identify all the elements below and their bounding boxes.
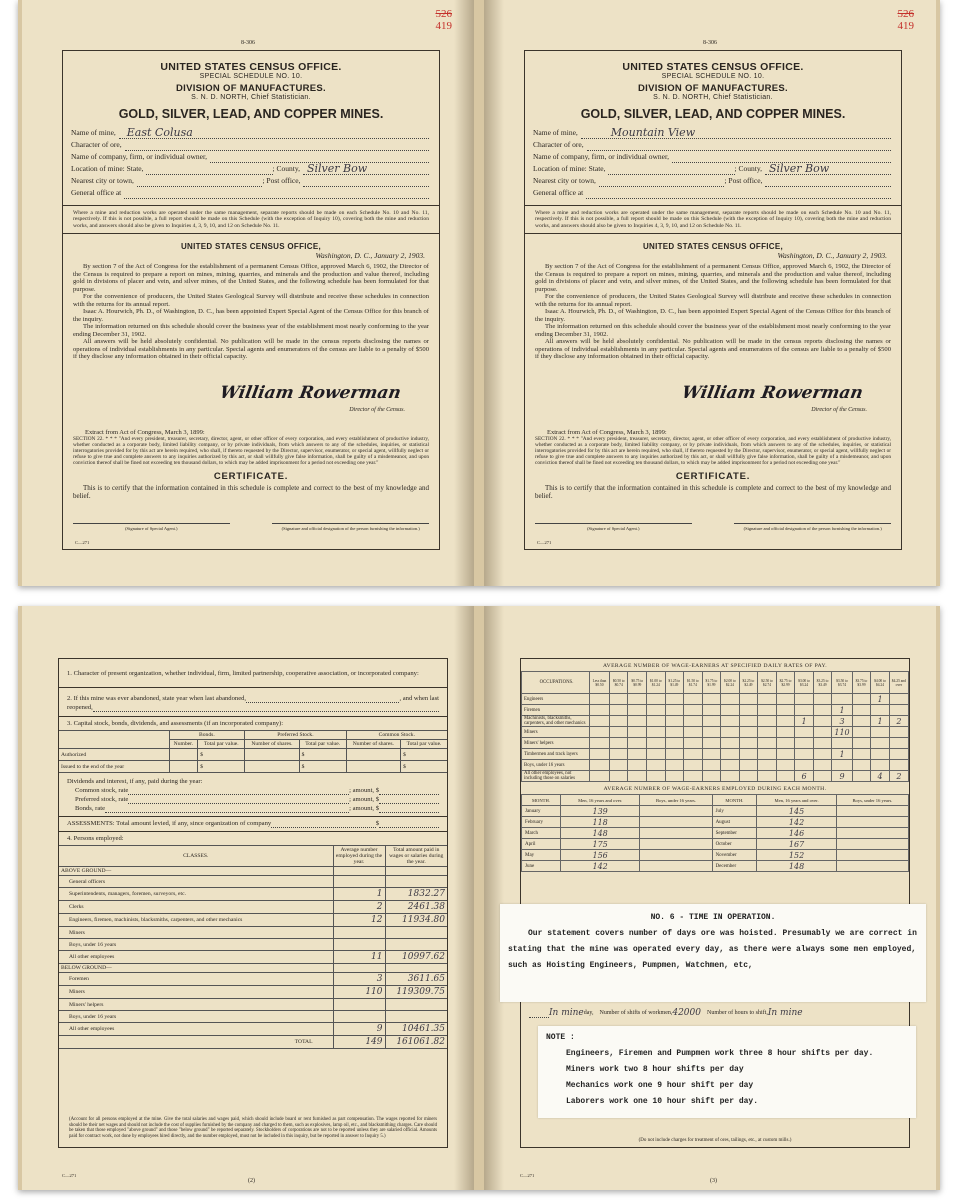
certificate-heading: CERTIFICATE.: [213, 471, 289, 482]
office-heading: UNITED STATES CENSUS OFFICE,: [180, 242, 322, 252]
field-character-of-ore: Character of ore,: [533, 139, 891, 151]
occupation-row: [522, 738, 909, 749]
employee-count: 11: [333, 951, 385, 964]
rate-column-header: $3.00 to $3.24: [795, 672, 814, 694]
month-men: 152: [757, 850, 837, 861]
paste-note-line: Mechanics work one 9 hour shift per day: [566, 1081, 754, 1090]
employee-row: [59, 901, 447, 914]
employee-row: [59, 914, 447, 927]
cap-row-authorized: Authorized: [59, 749, 169, 761]
month-men: 148: [560, 828, 640, 839]
above-ground-label: ABOVE GROUND—: [59, 867, 333, 876]
capital-stock-table: Bonds. Preferred Stock. Common Stock. Number. Total par value. Number of shares. Total par value. Number of shares. Total par value. Authorized $ $ $ Issued to the end of the year $ $ $: [59, 730, 447, 773]
rate-column-header: $4.00 to $4.24: [871, 672, 890, 694]
form-title: GOLD, SILVER, LEAD, AND COPPER MINES.: [118, 107, 384, 121]
total-count: 149: [333, 1036, 385, 1049]
monthly-employment-table: [521, 794, 909, 872]
division-title: DIVISION OF MANUFACTURES.: [175, 83, 326, 94]
rate-column-header: Less than $0.50: [590, 672, 610, 694]
shifts-row: In mine day, Number of shifts of workmen, 42000 Number of hours to shift, In mine: [529, 1009, 901, 1018]
field-character-of-ore: Character of ore,: [71, 139, 429, 151]
employee-wages: [385, 999, 447, 1011]
employee-class: Engineers, firemen, machinists, blacksmiths, carpenters, and other mechanics: [59, 914, 333, 927]
rate-column-header: $3.25 to $3.49: [813, 672, 832, 694]
monthly-header: MONTH.: [712, 795, 757, 806]
employee-count: 110: [333, 986, 385, 999]
employee-count: 9: [333, 1023, 385, 1036]
wage-count: 2: [889, 716, 908, 727]
employee-wages: 10997.62: [385, 951, 447, 964]
below-ground-label: BELOW GROUND—: [59, 964, 333, 973]
employee-wages: [385, 876, 447, 888]
para-5: All answers will be held absolutely confidential. No publication will be made in the census reports disclosing the names or operations of individual establishments in any particular. Special agents and enumerators of the census are liable to a penalty of $500 if they disclose any information obtained in their official capacity.: [535, 338, 891, 361]
employee-class: All other employees: [59, 1023, 333, 1036]
employee-count: [333, 876, 385, 888]
director-title: Director of the Census.: [811, 407, 867, 413]
para-2: For the convenience of producers, the United States Geological Survey will distribute and receive these schedules in connection with the returns for its annual report.: [535, 293, 891, 308]
employees-footnote: (Account for all persons employed at the mine. Give the total salaries and wages paid, which should include board or rent furnished as part compensation. The wages reported for miners should be their net wages and should not include the cost of supplies furnished by the company and charged to them, such as explosives, lamp oil, etc., and blacksmithing charges. Care should be taken that those employed "above ground" and those "below ground" be reported separately. Stockholders of corporations are not to be reported unless they are salaried official. Amounts paid for contract work, not done by employees hired directly, and the number employed, must not be included in this inquiry, but be reported in answer to Inquiry 5.): [69, 1117, 437, 1139]
para-3: Isaac A. Hourwich, Ph. D., of Washington, D. C., has been appointed Expert Special Agent of the Census Office for this branch of the inquiry.: [535, 308, 891, 323]
employee-class: All other employees: [59, 951, 333, 964]
para-4: The information returned on this schedule should cover the business year of the establishment most nearly conforming to the year ending December 31, 1902.: [535, 323, 891, 338]
form-title: GOLD, SILVER, LEAD, AND COPPER MINES.: [580, 107, 846, 121]
rate-column-header: $2.00 to $2.24: [721, 672, 740, 694]
employee-class: Miners' helpers: [59, 999, 333, 1011]
field-general-office: General office at: [71, 187, 429, 199]
field-nearest-city: Nearest city or town, ; Post office,: [533, 175, 891, 187]
total-label: TOTAL: [59, 1036, 333, 1049]
occupation-name: All other employees, not including those on salaries: [522, 771, 590, 782]
occupation-row: [522, 727, 909, 738]
div-preferred: Preferred stock, rate ; amount, $: [75, 795, 439, 804]
wage-count: 6: [795, 771, 814, 782]
month-row: [522, 850, 909, 861]
rate-column-header: $2.75 to $2.99: [776, 672, 795, 694]
employee-row: [59, 876, 447, 888]
employee-count: [333, 1011, 385, 1023]
employee-wages: 10461.35: [385, 1023, 447, 1036]
month-name: February: [522, 817, 561, 828]
para-1: By section 7 of the Act of Congress for the establishment of a permanent Census Office, approved March 6, 1902, the Director of the Census is required to prepare a report on mines, mining, quarries, and minerals and the production and value thereof, including gold in divisions of placer and vein, and silver mines, of the United States, and the following schedule has been formulated for that purpose.: [535, 263, 891, 293]
schedule-note: Where a mine and reduction works are operated under the same management, separate reports should be made on each Schedule No. 10 and No. 11, respectively. If this is not possible, a full report should be made on this Schedule (with the exception of Inquiry 10), covering both the mine and reduction works, and answers should also be given to Inquiries 4, 3, 9, 10, and 12 on Schedule No. 11.: [73, 210, 429, 229]
employee-row: [59, 986, 447, 999]
month-row: [522, 861, 909, 872]
month-men: 148: [757, 861, 837, 872]
paste-text: Our statement covers number of days ore was hoisted. Presumably we are correct in stating that the mine was operated every day, as there were always some men employed, such as Hoisting Engineers, Pumpmen, Watchmen, etc,: [508, 929, 917, 970]
office-title: UNITED STATES CENSUS OFFICE.: [160, 61, 342, 73]
wage-count: 1: [832, 705, 852, 716]
monthly-header: MONTH.: [522, 795, 561, 806]
wage-table-title: AVERAGE NUMBER OF WAGE-EARNERS AT SPECIFIED DAILY RATES OF PAY.: [602, 663, 828, 669]
occupation-row: [522, 760, 909, 771]
form-code: C—271: [75, 540, 90, 545]
rate-column-header: $4.25 and over: [889, 672, 908, 694]
wage-count: 2: [889, 771, 908, 782]
pasted-note-time-in-operation: [500, 904, 926, 1002]
date-line: Washington, D. C., January 2, 1903.: [777, 251, 887, 261]
paste-note-line: Miners work two 8 hour shifts per day: [566, 1065, 744, 1074]
chief-statistician: S. N. D. NORTH, Chief Statistician.: [191, 94, 311, 101]
month-name: July: [712, 806, 757, 817]
schedule-frame: [62, 50, 440, 550]
wage-count: 110: [832, 727, 852, 738]
occupation-name: Timbermen and track layers: [522, 749, 590, 760]
employee-count: 3: [333, 973, 385, 986]
page-number: (3): [710, 1178, 717, 1184]
month-men: 145: [757, 806, 837, 817]
extract-text: SECTION 22. * * * "And every president, treasurer, secretary, director, agent, or other officer of every corporation, and every establishment of productive industry, whether conducted as a corporate body, limited liability company, or by private individuals, from which answers to any of the schedules, inquiries, or statistical interrogatories provided for by this act are herein required, who shall, if thereto requested by the Director, supervisor, enumerator, or special agent, willfully neglect or refuse to give true and complete answers to any inquiries authorized by this act, or shall willfully give false information, shall be guilty of a misdemeanor, and upon conviction thereof shall be fined not exceeding ten thousand dollars, to which may be added imprisonment for a period not exceeding one year.": [535, 436, 891, 466]
field-location: Location of mine: State, ; County, Silver Bow: [533, 163, 891, 175]
page-3-footer: (Do not include charges for treatment of ores, tailings, etc., at custom mills.): [638, 1138, 792, 1143]
monthly-header: Boys, under 16 years.: [836, 795, 908, 806]
occupation-row: [522, 771, 909, 782]
dividends-label: Dividends and interest, if any, paid during the year:: [67, 778, 203, 785]
employee-wages: 1832.27: [385, 888, 447, 901]
wage-count: 9: [832, 771, 852, 782]
monthly-header: Men, 16 years and over.: [757, 795, 837, 806]
occupations-header: OCCUPATIONS.: [522, 672, 590, 694]
page-2-frame: 1. Character of present organization, whether individual, firm, limited partnership, cooperative association, or incorporated company: 2. If this mine was ever abandoned, state year when last abandoned, , and when last reopened, 3. Capital stock, bonds, dividends, and assessments (if an incorporated company): Bonds. Preferred Stock. Common Stock. Number. Total par value. Number of shares. Total par value. Number of shares. Total par value. Authorized $ $ $ Issued to the end of the year $ $ $ Dividends and interest, if any, paid during the year: Common stock, rate ; amount, $ Preferred stock, rate ; amount, $ Bonds, rate ; amount, $ ASSESSMENTS: Total amount levied, if any, since organization of company $ 4. Persons employed: CLASSES. Average number employed during the year. Total amount paid in wages or salaries during the year. ABOVE GROUND— General officers Superintendents, managers, foremen, surveyors, etc. 1 1832.27 Clerks 2 2461.38 Engineers, firemen, machinists, blacksmiths, carpenters, and other mechanics 12 11934.80 Miners Boys, under 16 years All other employees 11 10997.62 BELOW GROUND— Foremen 3 3611.65 Miners 110 119309.75 Miners' helpers Boys, under 16 years All other employees 9 10461.35 TOTAL 149 161061.82 (Account for all persons employed at the mine. Give the total salaries and wages paid, which should include board or rent furnished as part compensation. The wages reported for miners should be their net wages and should not include the cost of supplies furnished by the company and charged to them, such as explosives, lamp oil, etc., and blacksmithing charges. Care should be taken that those employed "above ground" and those "below ground" be reported separately. Stockholders of corporations are not to be reported unless they are salaried official. Amounts paid for contract work, not done by employees hired directly, and the number employed, must not be included in this inquiry, but be reported in answer to Inquiry 5.): [58, 658, 448, 1148]
form-number: 8-306: [241, 40, 255, 46]
para-1: By section 7 of the Act of Congress for the establishment of a permanent Census Office, approved March 6, 1902, the Director of the Census is required to prepare a report on mines, mining, quarries, and minerals and the production and value thereof, including gold in divisions of placer and vein, and silver mines, of the United States, and the following schedule has been formulated for that purpose.: [73, 263, 429, 293]
red-page-number: 526 419: [435, 8, 452, 32]
employee-wages: 119309.75: [385, 986, 447, 999]
form-code: C—271: [520, 1173, 535, 1178]
employee-class: Boys, under 16 years: [59, 939, 333, 951]
monthly-header: Men, 16 years and over.: [560, 795, 640, 806]
occupation-name: Boys, under 16 years: [522, 760, 590, 771]
month-name: October: [712, 839, 757, 850]
schedule-note: Where a mine and reduction works are operated under the same management, separate reports should be made on each Schedule No. 10 and No. 11, respectively. If this is not possible, a full report should be made on this Schedule (with the exception of Inquiry 10), covering both the mine and reduction works, and answers should also be given to Inquiries 4, 3, 9, 10, and 12 on Schedule No. 11.: [535, 210, 891, 229]
form-code: C—271: [62, 1173, 77, 1178]
top-spread: [18, 0, 940, 586]
month-row: [522, 828, 909, 839]
paste-note-heading: NOTE :: [546, 1033, 575, 1042]
extract-text: SECTION 22. * * * "And every president, treasurer, secretary, director, agent, or other officer of every corporation, and every establishment of productive industry, whether conducted as a corporate body, limited liability company, or by private individuals, from which answers to any of the schedules, inquiries, or statistical interrogatories provided for by this act are herein required, who shall, if thereto requested by the Director, supervisor, enumerator, or special agent, willfully neglect or refuse to give true and complete answers to any inquiries authorized by this act, or shall willfully give false information, shall be guilty of a misdemeanor, and upon conviction thereof shall be fined not exceeding ten thousand dollars, to which may be added imprisonment for a period not exceeding one year.": [73, 436, 429, 466]
rate-column-header: $1.00 to $1.24: [647, 672, 666, 694]
employee-count: [333, 999, 385, 1011]
cap-row-issued: Issued to the end of the year: [59, 761, 169, 773]
employee-class: Miners: [59, 927, 333, 939]
occupation-name: Engineers: [522, 694, 590, 705]
month-row: [522, 806, 909, 817]
month-men: 118: [560, 817, 640, 828]
rate-column-header: $3.50 to $3.74: [832, 672, 852, 694]
occupation-row: [522, 705, 909, 716]
employee-class: General officers: [59, 876, 333, 888]
month-men: 167: [757, 839, 837, 850]
q2-abandoned: 2. If this mine was ever abandoned, state year when last abandoned, , and when last: [67, 695, 439, 702]
employee-class: Clerks: [59, 901, 333, 914]
extract-title: Extract from Act of Congress, March 3, 1899:: [547, 429, 667, 436]
employee-row: [59, 1011, 447, 1023]
page-2: [22, 606, 474, 1190]
total-wages: 161061.82: [385, 1036, 447, 1049]
red-page-number: 526 419: [897, 8, 914, 32]
employee-wages: 2461.38: [385, 901, 447, 914]
paste-note-line: Engineers, Firemen and Pumpmen work three 8 hour shifts per day.: [566, 1049, 874, 1058]
month-name: November: [712, 850, 757, 861]
agent-signature-line: (Signature of Special Agent.): [535, 523, 692, 531]
signature-lines: [535, 523, 891, 531]
mine-name-handwriting: East Colusa: [126, 126, 193, 139]
rate-column-header: $0.75 to $0.99: [628, 672, 647, 694]
field-mine-name: Name of mine, Mountain View: [533, 127, 891, 139]
certificate-text: This is to certify that the information contained in this schedule is complete and correct to the best of my knowledge and belief.: [535, 484, 891, 500]
occupation-row: [522, 749, 909, 760]
employee-class: Foremen: [59, 973, 333, 986]
occupation-row: [522, 716, 909, 727]
employee-row: [59, 951, 447, 964]
rate-column-header: $0.50 to $0.74: [609, 672, 628, 694]
wage-count: 1: [871, 694, 890, 705]
schedule-number: SPECIAL SCHEDULE NO. 10.: [661, 73, 765, 80]
month-name: June: [522, 861, 561, 872]
page-number: (2): [248, 1178, 255, 1184]
certificate-heading: CERTIFICATE.: [675, 471, 751, 482]
certificate-text: This is to certify that the information contained in this schedule is complete and correct to the best of my knowledge and belief.: [73, 484, 429, 500]
division-title: DIVISION OF MANUFACTURES.: [637, 83, 788, 94]
para-4: The information returned on this schedule should cover the business year of the establishment most nearly conforming to the year ending December 31, 1902.: [73, 323, 429, 338]
occupation-row: [522, 694, 909, 705]
employee-row: [59, 939, 447, 951]
month-men: 142: [560, 861, 640, 872]
form-code: C—271: [537, 540, 552, 545]
field-company: Name of company, firm, or individual owner,: [71, 151, 429, 163]
paste-heading: NO. 6 - TIME IN OPERATION.: [650, 913, 776, 922]
office-heading: UNITED STATES CENSUS OFFICE,: [642, 242, 784, 252]
form-number: 8-306: [703, 40, 717, 46]
director-signature: William Rowerman: [218, 383, 403, 403]
wage-count: 1: [832, 749, 852, 760]
person-signature-line: (Signature and official designation of the person furnishing the information.): [272, 523, 429, 531]
wage-count: 1: [871, 716, 890, 727]
field-general-office: General office at: [533, 187, 891, 199]
rate-column-header: $1.75 to $1.99: [702, 672, 721, 694]
employee-wages: [385, 1011, 447, 1023]
rate-column-header: $1.50 to $1.74: [684, 672, 703, 694]
mine-name-handwriting: Mountain View: [610, 126, 696, 139]
q3-capital: 3. Capital stock, bonds, dividends, and assessments (if an incorporated company):: [67, 720, 284, 727]
chief-statistician: S. N. D. NORTH, Chief Statistician.: [653, 94, 773, 101]
para-5: All answers will be held absolutely confidential. No publication will be made in the census reports disclosing the names or operations of individual establishments in any particular. Special agents and enumerators of the census are liable to a penalty of $500 if they disclose any information obtained in their official capacity.: [73, 338, 429, 361]
rate-column-header: $3.75 to $3.99: [852, 672, 871, 694]
para-2: For the convenience of producers, the United States Geological Survey will distribute and receive these schedules in connection with the returns for its annual report.: [73, 293, 429, 308]
month-row: [522, 839, 909, 850]
div-bonds: Bonds, rate ; amount, $: [75, 804, 439, 813]
extract-title: Extract from Act of Congress, March 3, 1899:: [85, 429, 205, 436]
employee-row: [59, 973, 447, 986]
rate-column-header: $1.25 to $1.49: [665, 672, 684, 694]
field-nearest-city: Nearest city or town, ; Post office,: [71, 175, 429, 187]
month-name: April: [522, 839, 561, 850]
employee-class: Boys, under 16 years: [59, 1011, 333, 1023]
employee-row: [59, 888, 447, 901]
occupation-name: Miners' helpers: [522, 738, 590, 749]
field-mine-name: Name of mine, East Colusa: [71, 127, 429, 139]
month-name: January: [522, 806, 561, 817]
left-schedule-page: [22, 0, 474, 586]
month-men: 156: [560, 850, 640, 861]
month-name: May: [522, 850, 561, 861]
monthly-header: Boys, under 16 years.: [640, 795, 712, 806]
field-company: Name of company, firm, or individual owner,: [533, 151, 891, 163]
wage-count: 1: [795, 716, 814, 727]
employee-row: [59, 927, 447, 939]
schedule-number: SPECIAL SCHEDULE NO. 10.: [199, 73, 303, 80]
wage-count: 4: [871, 771, 890, 782]
q4-persons-employed: 4. Persons employed:: [67, 835, 124, 842]
employee-count: [333, 927, 385, 939]
employee-wages: 3611.65: [385, 973, 447, 986]
agent-signature-line: (Signature of Special Agent.): [73, 523, 230, 531]
month-name: December: [712, 861, 757, 872]
wage-rates-table: [521, 671, 909, 782]
month-row: [522, 817, 909, 828]
person-signature-line: (Signature and official designation of the person furnishing the information.): [734, 523, 891, 531]
employee-row: [59, 999, 447, 1011]
assessments: ASSESSMENTS: Total amount levied, if any, since organization of company $: [67, 819, 439, 828]
field-location: Location of mine: State, ; County, Silver Bow: [71, 163, 429, 175]
pasted-note-shifts: [538, 1026, 916, 1118]
paste-note-line: Laborers work one 10 hour shift per day.: [566, 1097, 759, 1106]
month-men: 142: [757, 817, 837, 828]
month-men: 139: [560, 806, 640, 817]
county-handwriting: Silver Bow: [768, 162, 830, 175]
employees-table: CLASSES. Average number employed during the year. Total amount paid in wages or salaries during the year. ABOVE GROUND— General officers Superintendents, managers, foremen, surveyors, etc. 1 1832.27 Clerks 2 2461.38 Engineers, firemen, machinists, blacksmiths, carpenters, and other mechanics 12 11934.80 Miners Boys, under 16 years All other employees 11 10997.62 BELOW GROUND— Foremen 3 3611.65 Miners 110 119309.75 Miners' helpers Boys, under 16 years All other employees 9 10461.35 TOTAL 149 161061.82: [61, 847, 445, 1047]
employee-row: [59, 1023, 447, 1036]
director-signature: William Rowerman: [680, 383, 865, 403]
div-common: Common stock, rate ; amount, $: [75, 786, 439, 795]
employee-class: Miners: [59, 986, 333, 999]
employee-count: 1: [333, 888, 385, 901]
month-men: 146: [757, 828, 837, 839]
employee-wages: 11934.80: [385, 914, 447, 927]
date-line: Washington, D. C., January 2, 1903.: [315, 251, 425, 261]
county-handwriting: Silver Bow: [306, 162, 368, 175]
month-name: September: [712, 828, 757, 839]
occupation-name: Machinists, blacksmiths, carpenters, and other mechanics: [522, 716, 590, 727]
rate-column-header: $2.25 to $2.49: [739, 672, 758, 694]
employee-count: [333, 939, 385, 951]
director-title: Director of the Census.: [349, 407, 405, 413]
right-schedule-page: [484, 0, 936, 586]
occupation-name: Miners: [522, 727, 590, 738]
para-3: Isaac A. Hourwich, Ph. D., of Washington, D. C., has been appointed Expert Special Agent of the Census Office for this branch of the inquiry.: [73, 308, 429, 323]
employee-count: 12: [333, 914, 385, 927]
month-name: March: [522, 828, 561, 839]
signature-lines: [73, 523, 429, 531]
schedule-frame: [524, 50, 902, 550]
rate-column-header: $2.50 to $2.74: [758, 672, 777, 694]
employee-wages: [385, 927, 447, 939]
q1-organization: 1. Character of present organization, whether individual, firm, limited partnership, cooperative association, or incorporated company:: [67, 670, 419, 677]
monthly-table-title: AVERAGE NUMBER OF WAGE-EARNERS EMPLOYED DURING EACH MONTH.: [603, 786, 827, 792]
month-name: August: [712, 817, 757, 828]
employee-count: 2: [333, 901, 385, 914]
employee-class: Superintendents, managers, foremen, surveyors, etc.: [59, 888, 333, 901]
bottom-spread: [18, 606, 940, 1190]
occupation-name: Firemen: [522, 705, 590, 716]
wage-count: 3: [832, 716, 852, 727]
office-title: UNITED STATES CENSUS OFFICE.: [622, 61, 804, 73]
employee-wages: [385, 939, 447, 951]
month-men: 175: [560, 839, 640, 850]
